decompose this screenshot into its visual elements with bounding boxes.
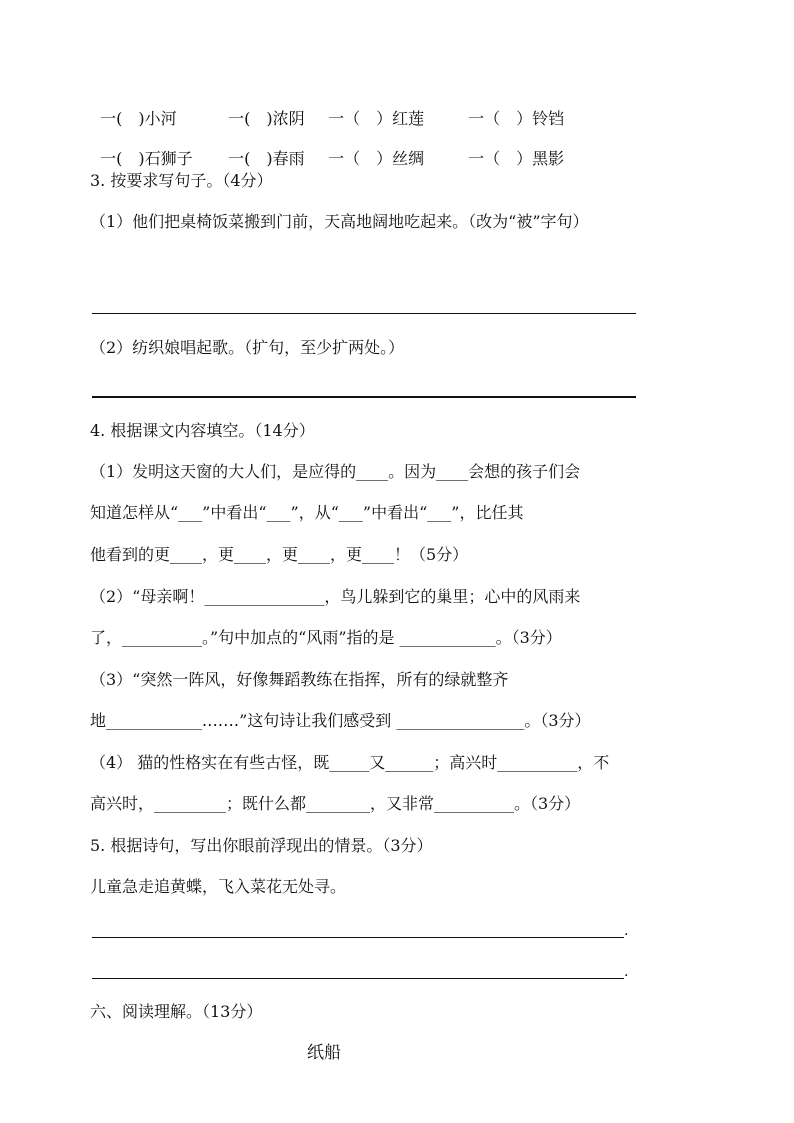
line-end-mark: . (624, 923, 629, 939)
answer-line[interactable] (92, 978, 624, 979)
fill-item: 一（ ）黑影 (468, 149, 565, 168)
fill-item: 一( )石狮子 (100, 149, 193, 168)
passage-title: 纸船 (307, 1043, 341, 1063)
fill-item: 一( )小河 (100, 109, 177, 128)
answer-line[interactable] (92, 396, 636, 398)
q4-line-9: 高兴时，_________；既什么都________，又非常__________。（3分） (90, 794, 581, 813)
fill-item: 一（ ）丝绸 (328, 149, 425, 168)
q3-sentence-2: （2）纺织娘唱起歌。（扩句，至少扩两处。） (90, 338, 405, 357)
line-end-mark: . (624, 964, 629, 980)
q4-line-5: 了，__________。”句中加点的“风雨”指的是 ____________。（3分） (90, 628, 562, 647)
q4-line-7: 地____________.……”这句诗让我们感受到 ________________。（3分） (90, 711, 591, 730)
q3-sentence-1: （1）他们把桌椅饭菜搬到门前，天高地阔地吃起来。（改为“被”字句） (90, 212, 589, 231)
fill-row-1 (90, 86, 564, 130)
q3-heading: 3. 按要求写句子。（4分） (90, 171, 273, 190)
fill-item: 一( )春雨 (228, 149, 305, 168)
q4-line-4: （2）“母亲啊！_______________，鸟儿躲到它的巢里；心中的风雨来 (90, 587, 581, 606)
section-6-heading: 六、阅读理解。（13分） (90, 1002, 263, 1021)
q4-line-3: 他看到的更____，更____，更____，更____！（5分） (90, 545, 469, 564)
q5-poem: 儿童急走追黄蝶，飞入菜花无处寻。 (90, 877, 347, 896)
fill-item: 一（ ）铃铛 (468, 109, 565, 128)
fill-item: 一( )浓阴 (228, 109, 305, 128)
fill-item: 一（ ）红莲 (328, 109, 425, 128)
q4-heading: 4. 根据课文内容填空。（14分） (90, 421, 315, 440)
q5-heading: 5. 根据诗句，写出你眼前浮现出的情景。（3分） (90, 836, 433, 855)
q4-line-6: （3）“突然一阵风，好像舞蹈教练在指挥，所有的绿就整齐 (90, 670, 509, 689)
q4-line-8: （4） 猫的性格实在有些古怪，既_____又______；高兴时__________，不 (90, 753, 610, 772)
fill-row-2 (90, 126, 564, 170)
q4-line-2: 知道怎样从“___”中看出“___”，从“___”中看出“___”，比任其 (90, 503, 524, 522)
answer-line[interactable] (92, 937, 624, 938)
q4-line-1: （1）发明这天窗的大人们，是应得的____。因为____会想的孩子们会 (90, 462, 581, 481)
answer-line[interactable] (92, 313, 636, 314)
